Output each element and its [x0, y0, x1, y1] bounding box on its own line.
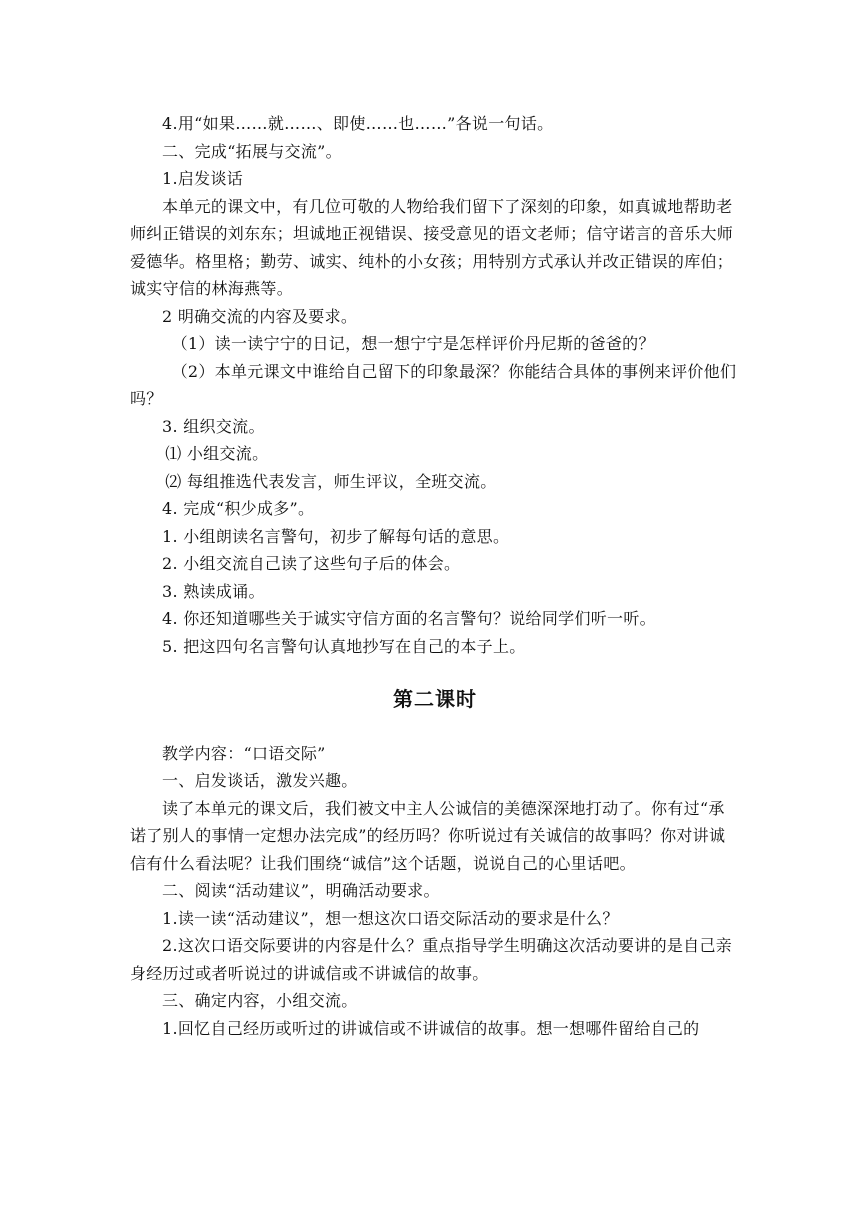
- paragraph: ⑴ 小组交流。: [165, 444, 269, 463]
- paragraph: 4. 你还知道哪些关于诚实守信方面的名言警句？说给同学们听一听。: [162, 609, 656, 628]
- paragraph: 1.启发谈话: [162, 169, 244, 188]
- document-body: [130, 110, 740, 1042]
- paragraph: （2）本单元课文中谁给自己留下的印象最深？你能结合具体的事例来评价他们吗？: [130, 361, 737, 408]
- paragraph: 三、确定内容，小组交流。: [162, 991, 358, 1010]
- paragraph: 二、完成“拓展与交流”。: [162, 141, 342, 161]
- paragraph: 读了本单元的课文后，我们被文中主人公诚信的美德深深地打动了。你有过“承诺了别人的事情一定想办法完成”的经历吗？你听说过有关诚信的故事吗？你对讲诚信有什么看法呢？让我们围绕“诚信”这个话题，说说自己的心里话吧。: [130, 798, 726, 873]
- paragraph: 2 明确交流的内容及要求。: [162, 306, 358, 326]
- section-heading: 第二课时: [393, 687, 477, 711]
- paragraph: 一、启发谈话，激发兴趣。: [162, 771, 358, 790]
- paragraph: 1. 小组朗读名言警句，初步了解每句话的意思。: [162, 526, 510, 546]
- paragraph: 2. 小组交流自己读了这些句子后的体会。: [162, 554, 461, 573]
- paragraph: 4.用“如果……就……、即使……也……”各说一句话。: [162, 114, 554, 133]
- paragraph: 3. 熟读成诵。: [162, 581, 265, 601]
- paragraph: 3. 组织交流。: [162, 416, 265, 436]
- paragraph: 1.回忆自己经历或听过的讲诚信或不讲诚信的故事。想一想哪件留给自己的: [162, 1018, 700, 1038]
- paragraph: ⑵ 每组推选代表发言，师生评议，全班交流。: [165, 471, 497, 491]
- paragraph: 5. 把这四句名言警句认真地抄写在自己的本子上。: [162, 636, 526, 656]
- paragraph: 2.这次口语交际要讲的内容是什么？重点指导学生明确这次活动要讲的是自己亲身经历过或者听说过的讲诚信或不讲诚信的故事。: [130, 936, 733, 983]
- paragraph: （1）读一读宁宁的日记，想一想宁宁是怎样评价丹尼斯的爸爸的？: [171, 334, 655, 353]
- paragraph: 二、阅读“活动建议”，明确活动要求。: [162, 881, 440, 900]
- paragraph: 教学内容：“口语交际”: [162, 743, 326, 763]
- paragraph: 本单元的课文中，有几位可敬的人物给我们留下了深刻的印象，如真诚地帮助老师纠正错误的刘东东；坦诚地正视错误、接受意见的语文老师；信守诺言的音乐大师爱德华。格里格；勤劳、诚实、纯朴的小女孩；用特别方式承认并改正错误的库伯；诚实守信的林海燕等。: [130, 196, 734, 298]
- paragraph: 1.读一读“活动建议”，想一想这次口语交际活动的要求是什么？: [162, 908, 619, 928]
- paragraph: 4. 完成“积少成多”。: [162, 499, 315, 518]
